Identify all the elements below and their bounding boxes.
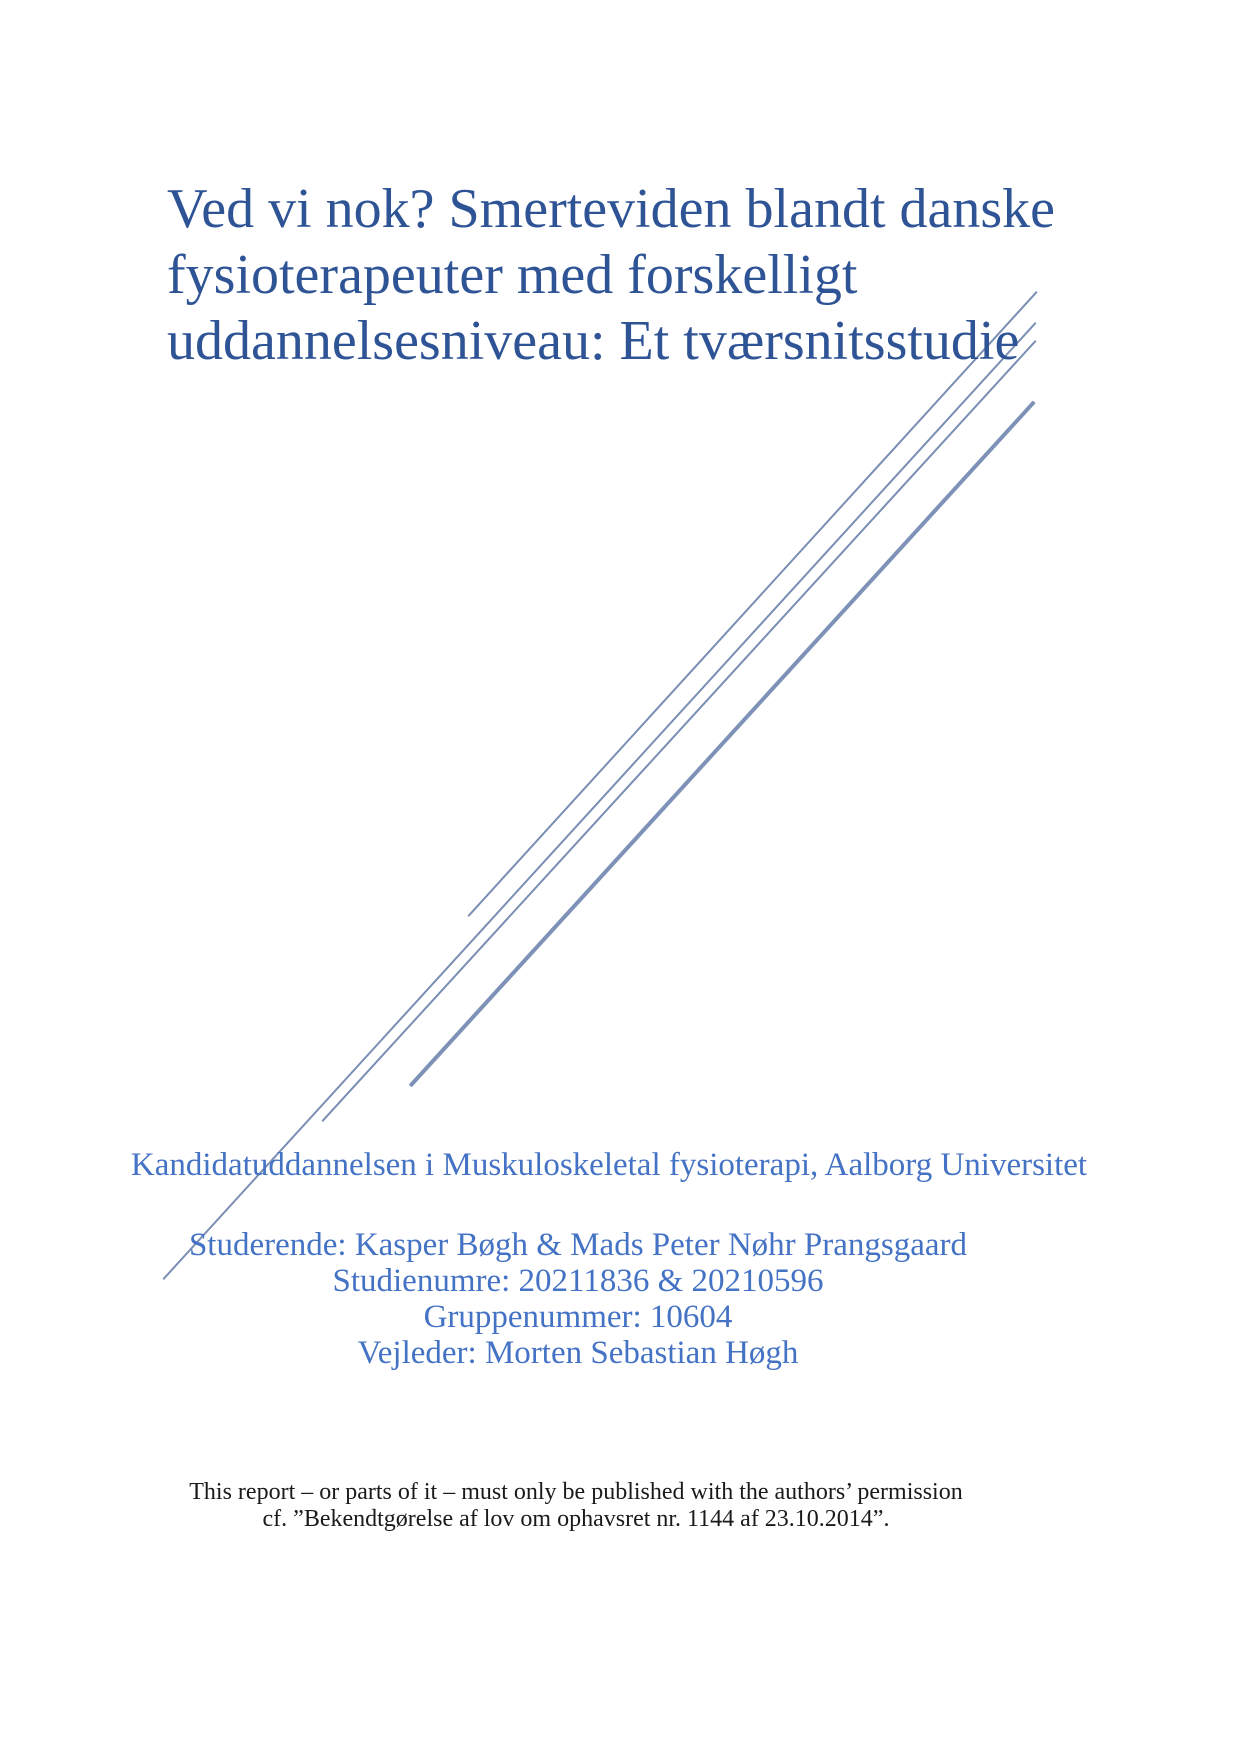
copyright-line-1: This report – or parts of it – must only be published with the authors’ permission bbox=[189, 1479, 963, 1505]
decorative-diagonal-line-thick bbox=[409, 401, 1036, 1087]
page-title-line-1: Ved vi nok? Smerteviden blandt danske bbox=[167, 178, 1056, 240]
group-number-line: Gruppenummer: 10604 bbox=[423, 1299, 733, 1335]
decorative-diagonal-line-3 bbox=[321, 340, 1036, 1122]
student-numbers-line: Studienumre: 20211836 & 20210596 bbox=[332, 1263, 824, 1299]
page-title-line-3: uddannelsesniveau: Et tværsnitsstudie bbox=[167, 310, 1020, 372]
page-title-line-2: fysioterapeuter med forskelligt bbox=[167, 244, 858, 306]
supervisor-line: Vejleder: Morten Sebastian Høgh bbox=[357, 1335, 799, 1371]
decorative-diagonal-line-1 bbox=[467, 291, 1037, 917]
copyright-line-2: cf. ”Bekendtgørelse af lov om ophavsret nr. 1144 af 23.10.2014”. bbox=[262, 1506, 890, 1532]
decorative-diagonal-line-2 bbox=[162, 322, 1036, 1280]
program-line: Kandidatuddannelsen i Muskuloskeletal fysioterapi, Aalborg Universitet bbox=[130, 1147, 1088, 1183]
student-info-block bbox=[0, 1227, 1156, 1371]
students-line: Studerende: Kasper Bøgh & Mads Peter Nøhr Prangsgaard bbox=[188, 1227, 968, 1263]
page-title bbox=[167, 176, 1055, 374]
copyright-notice bbox=[0, 1479, 1152, 1533]
